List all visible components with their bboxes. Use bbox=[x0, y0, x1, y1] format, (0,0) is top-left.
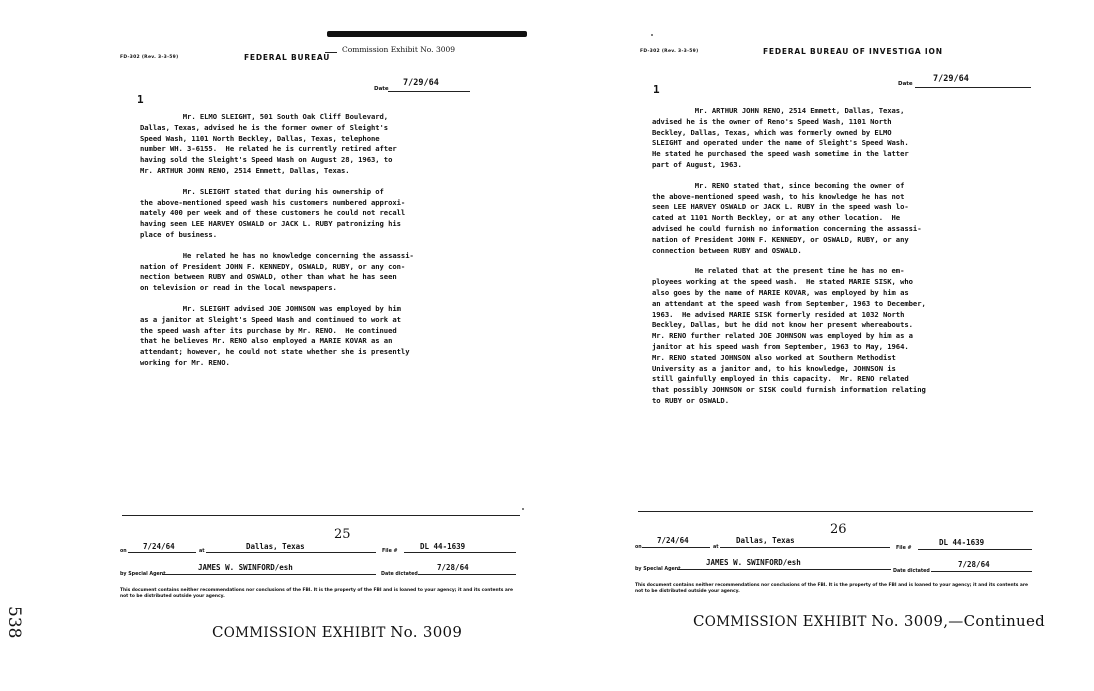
file-label: File # bbox=[382, 549, 398, 554]
date-value: 7/29/64 bbox=[403, 78, 439, 88]
date-label: Date bbox=[374, 86, 389, 92]
exhibit-caption bbox=[212, 623, 462, 641]
footer-rule bbox=[638, 511, 1033, 512]
paragraph: Mr. SLEIGHT stated that during his ownership of the above-mentioned speed wash his customers numbered approxi- mately 400 per week and of these customers he could not recall having seen LEE HARVEY OSWALD or JACK L. RUBY patronizing his place of business. bbox=[140, 186, 406, 239]
paragraph: Mr. RENO stated that, since becoming the owner of the above-mentioned speed wash, to his knowledge he has not seen LEE HARVEY OSWALD or JACK L. RUBY in the speed wash lo- cated at 1101 North Beckley, or at any other location. He advised he could furnish no information concerning the assassi- nation of President JOHN F. KENNEDY, or OSWALD, RUBY, or any connection between RUBY and OSWALD. bbox=[652, 180, 922, 255]
dictated-value: 7/28/64 bbox=[958, 560, 990, 569]
bureau-header: FEDERAL BUREAU OF INVESTIGA ION bbox=[763, 47, 943, 56]
caption-part: E bbox=[321, 623, 333, 641]
file-underline bbox=[404, 552, 516, 553]
on-underline bbox=[642, 547, 710, 548]
agent-label: by Special Agent bbox=[635, 567, 681, 572]
exhibit-stamp: Commission Exhibit No. 3009 bbox=[342, 45, 456, 54]
fbi-disclaimer: This document contains neither recommendations nor conclusions of the FBI. It is the property of the FBI and is loaned to your agency; it and its contents are not to be distributed outside your agency. bbox=[635, 583, 1028, 594]
scan-speck bbox=[651, 34, 653, 36]
date-underline bbox=[915, 87, 1031, 88]
file-underline bbox=[918, 549, 1032, 550]
agent-label: by Special Agent bbox=[120, 572, 166, 577]
at-underline bbox=[206, 552, 376, 553]
file-label: File # bbox=[896, 546, 912, 551]
at-label: at bbox=[713, 545, 719, 550]
paragraph: He related that at the present time he has no em- ployees working at the speed wash. He stated MARIE SISK, who also goes by the name of MARIE KOVAR, was employed by him as an attendant at the speed wash from September, 1963 to December, 1963. He advised MARIE SISK formerly resided at 1032 North Beckley, Dallas, but he did not know her present whereabouts. Mr. RENO further related JOE JOHNSON was employed by him as a janitor at his speed wash from September, 1963 to May, 1964. Mr. RENO stated JOHNSON also worked at Southern Methodist University as a janitor and, to his knowledge, JOHNSON is still gainfully employed in this capacity. Mr. RENO related that possibly JOHNSON or SISK could furnish information relating to RUBY or OSWALD. bbox=[652, 266, 926, 405]
section-marker: 1 bbox=[137, 93, 144, 106]
caption-part: OMMISSION bbox=[223, 625, 322, 641]
dictated-value: 7/28/64 bbox=[437, 563, 469, 572]
form-number: FD-302 (Rev. 3-3-59) bbox=[640, 49, 699, 54]
exhibit-caption bbox=[693, 612, 1045, 630]
caption-part: C bbox=[212, 623, 224, 641]
on-label: on bbox=[120, 549, 127, 554]
at-value: Dallas, Texas bbox=[246, 542, 305, 551]
file-value: DL 44-1639 bbox=[420, 542, 466, 551]
scan-speck bbox=[522, 508, 524, 510]
caption-part: No. 3009,—Continued bbox=[871, 612, 1046, 630]
caption-part: No. 3009 bbox=[390, 623, 463, 641]
dictated-label: Date dictated bbox=[893, 569, 930, 574]
caption-part: XHIBIT bbox=[813, 614, 872, 630]
stamp-dash bbox=[325, 52, 337, 53]
caption-part: XHIBIT bbox=[332, 625, 391, 641]
at-value: Dallas, Texas bbox=[736, 536, 795, 545]
caption-part: E bbox=[802, 612, 814, 630]
agent-value: JAMES W. SWINFORD/esh bbox=[706, 558, 801, 567]
redaction-bar bbox=[327, 31, 527, 37]
paragraph: He related he has no knowledge concerning the assassi- nation of President JOHN F. KENNEDY, OSWALD, RUBY, or any con- nection between RUBY and OSWALD, other than what he has seen on television or read in the local newspapers. bbox=[140, 250, 414, 293]
dictated-underline bbox=[418, 574, 516, 575]
dictated-label: Date dictated bbox=[381, 572, 418, 577]
date-underline bbox=[388, 91, 470, 92]
on-value: 7/24/64 bbox=[657, 536, 689, 545]
interview-text bbox=[140, 112, 510, 379]
page-number: 25 bbox=[334, 527, 351, 542]
on-label: on bbox=[635, 545, 642, 550]
file-value: DL 44-1639 bbox=[939, 538, 985, 547]
form-number: FD-302 (Rev. 3-3-59) bbox=[120, 55, 179, 60]
agent-underline bbox=[162, 574, 376, 575]
dictated-underline bbox=[931, 571, 1032, 572]
at-label: at bbox=[199, 549, 205, 554]
side-page-number: 538 bbox=[4, 606, 24, 639]
bureau-header: FEDERAL BUREAU bbox=[244, 53, 331, 62]
caption-part: C bbox=[693, 612, 705, 630]
caption-part: OMMISSION bbox=[704, 614, 803, 630]
interview-text bbox=[652, 106, 1032, 417]
paragraph: Mr. ARTHUR JOHN RENO, 2514 Emmett, Dallas, Texas, advised he is the owner of Reno's Speed Wash, 1101 North Beckley, Dallas, Texas, which was formerly owned by ELMO SLEIGHT and operated under the name of Sleight's Speed Wash. He stated he purchased the speed wash sometime in the latter part of August, 1963. bbox=[652, 106, 909, 169]
at-underline bbox=[720, 547, 890, 548]
date-label: Date bbox=[898, 81, 913, 87]
page-number: 26 bbox=[830, 522, 847, 537]
right-page bbox=[547, 0, 1094, 691]
agent-underline bbox=[677, 569, 891, 570]
footer-rule bbox=[122, 515, 520, 516]
on-underline bbox=[128, 552, 196, 553]
paragraph: Mr. SLEIGHT advised JOE JOHNSON was employed by him as a janitor at Sleight's Speed Wash and continued to work at the speed wash after its purchase by Mr. RENO. He continued that he believes Mr. RENO also employed a MARIE KOVAR as an attendant; however, he could not state whether she is presently working for Mr. RENO. bbox=[140, 303, 410, 367]
agent-value: JAMES W. SWINFORD/esh bbox=[198, 563, 293, 572]
paragraph: Mr. ELMO SLEIGHT, 501 South Oak Cliff Boulevard, Dallas, Texas, advised he is the former owner of Sleight's Speed Wash, 1101 North Beckley, Dallas, Texas, telephone number WH. 3-6155. He related he is currently retired after having sold the Sleight's Speed Wash on August 28, 1963, to Mr. ARTHUR JOHN RENO, 2514 Emmett, Dallas, Texas. bbox=[140, 112, 397, 175]
date-value: 7/29/64 bbox=[933, 74, 969, 84]
on-value: 7/24/64 bbox=[143, 542, 175, 551]
section-marker: 1 bbox=[653, 83, 660, 96]
fbi-disclaimer: This document contains neither recommendations nor conclusions of the FBI. It is the property of the FBI and is loaned to your agency; it and its contents are not to be distributed outside your agency. bbox=[120, 588, 513, 599]
